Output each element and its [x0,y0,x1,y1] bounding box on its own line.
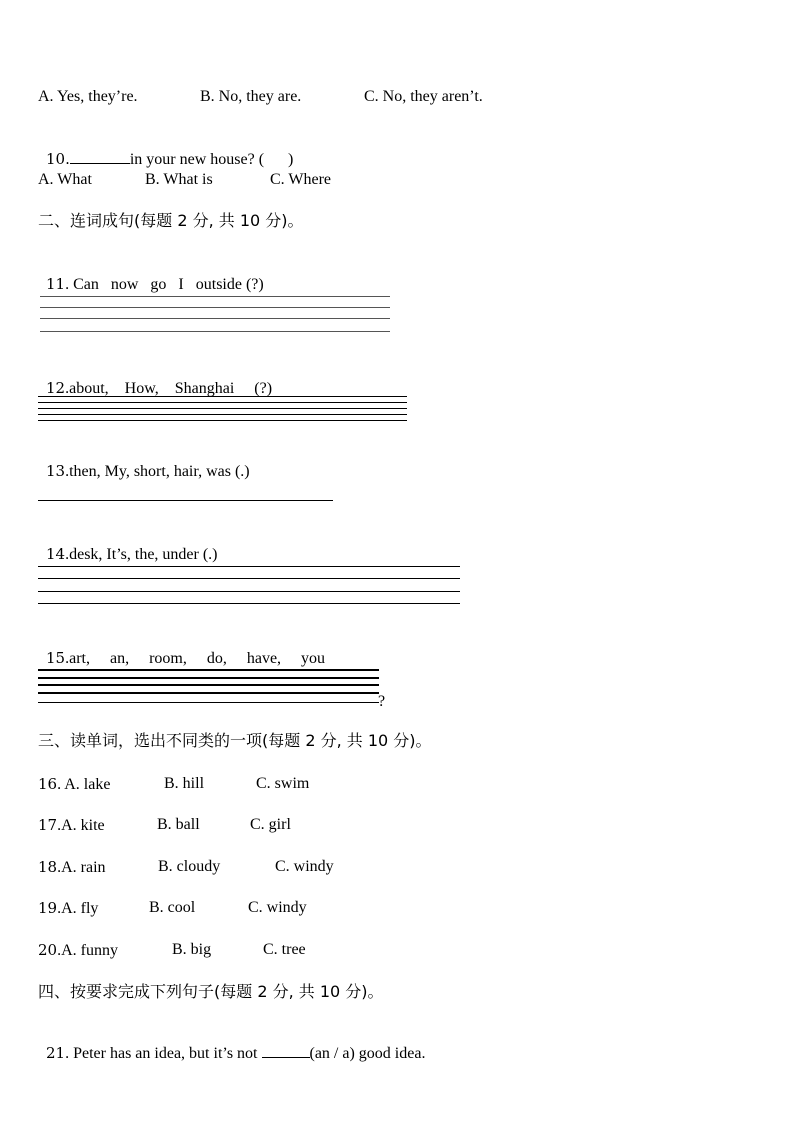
q13-answer-line[interactable] [38,500,333,501]
question-number: 10. [46,150,70,168]
q9-options [38,87,638,107]
q15-question [38,628,326,667]
q19-option-c: C. windy [248,899,307,916]
question-number: 18 [38,858,58,876]
question-text-before: . Peter has an idea, but it’s not [65,1045,262,1062]
q10-option-a: A. What [38,171,92,188]
q20-option-b: B. big [172,941,212,958]
q20-option-c: C. tree [263,941,306,958]
q18-option-c: C. windy [275,858,334,875]
question-number: 20 [38,941,58,959]
q17-option-c: C. girl [250,816,291,833]
answer-line [38,396,407,397]
q10-options [38,170,638,190]
q19-option-b: B. cool [149,899,196,916]
question-number: 14 [46,545,66,563]
answer-line [38,603,460,604]
question-text: .desk, It’s, the, under (.) [65,546,218,563]
answer-line [38,408,407,409]
answer-line [40,307,390,308]
answer-line [38,402,407,403]
q17-option-b: B. ball [157,816,200,833]
question-text: in your new house? ( ) [129,151,294,168]
question-text: .art, an, room, do, have, you [65,650,326,667]
question-number: 21 [46,1044,66,1062]
q16-option-c: C. swim [256,775,310,792]
question-text: . Can now go I outside (?) [65,276,264,293]
q18-question [38,857,438,877]
q16-option-a: . A. lake [57,776,111,793]
q20-question [38,940,438,960]
answer-blank[interactable] [70,149,130,164]
question-number: 15 [46,649,66,667]
answer-line [38,578,460,579]
answer-line [38,566,460,567]
q21-question [38,1023,426,1062]
answer-line [38,591,460,592]
q17-question [38,815,438,835]
answer-line [40,318,390,319]
question-number: 13 [46,462,66,480]
answer-line [38,677,379,679]
q14-question [38,524,218,563]
q11-question [38,254,264,293]
answer-line [38,669,379,671]
section-3-heading: 三、读单词，选出不同类的一项(每题 2 分, 共 10 分)。 [38,731,432,750]
answer-line [38,692,379,694]
answer-line [38,684,379,686]
question-text: .then, My, short, hair, was (.) [65,463,250,480]
question-mark: ? [378,693,386,710]
q10-option-b: B. What is [145,171,213,188]
q20-option-a: .A. funny [57,942,118,959]
question-number: 17 [38,816,58,834]
section-2-heading: 二、连词成句(每题 2 分, 共 10 分)。 [38,211,304,230]
q18-option-b: B. cloudy [158,858,221,875]
question-number: 11 [46,275,66,293]
q18-option-a: .A. rain [57,859,106,876]
question-number: 19 [38,899,58,917]
q9-option-c: C. No, they aren’t. [364,88,483,105]
answer-blank[interactable] [262,1043,310,1058]
question-text-after: (an / a) good idea. [309,1045,426,1062]
q9-option-b: B. No, they are. [200,88,302,105]
q10-question [38,129,294,168]
q19-option-a: .A. fly [57,900,99,917]
q13-question [38,441,250,480]
q17-option-a: .A. kite [57,817,105,834]
answer-line [38,702,379,703]
answer-line [38,420,407,421]
q12-question [38,358,273,397]
question-number: 12 [46,379,66,397]
section-4-heading: 四、按要求完成下列句子(每题 2 分, 共 10 分)。 [38,982,384,1001]
q19-question [38,898,438,918]
answer-line [38,414,407,415]
answer-line [40,331,390,332]
question-number: 16 [38,775,58,793]
q16-option-b: B. hill [164,775,205,792]
question-text: .about, How, Shanghai (?) [65,380,273,397]
answer-line [40,296,390,297]
q10-option-c: C. Where [270,171,332,188]
q9-option-a: A. Yes, they’re. [38,88,138,105]
q16-question [38,774,438,794]
